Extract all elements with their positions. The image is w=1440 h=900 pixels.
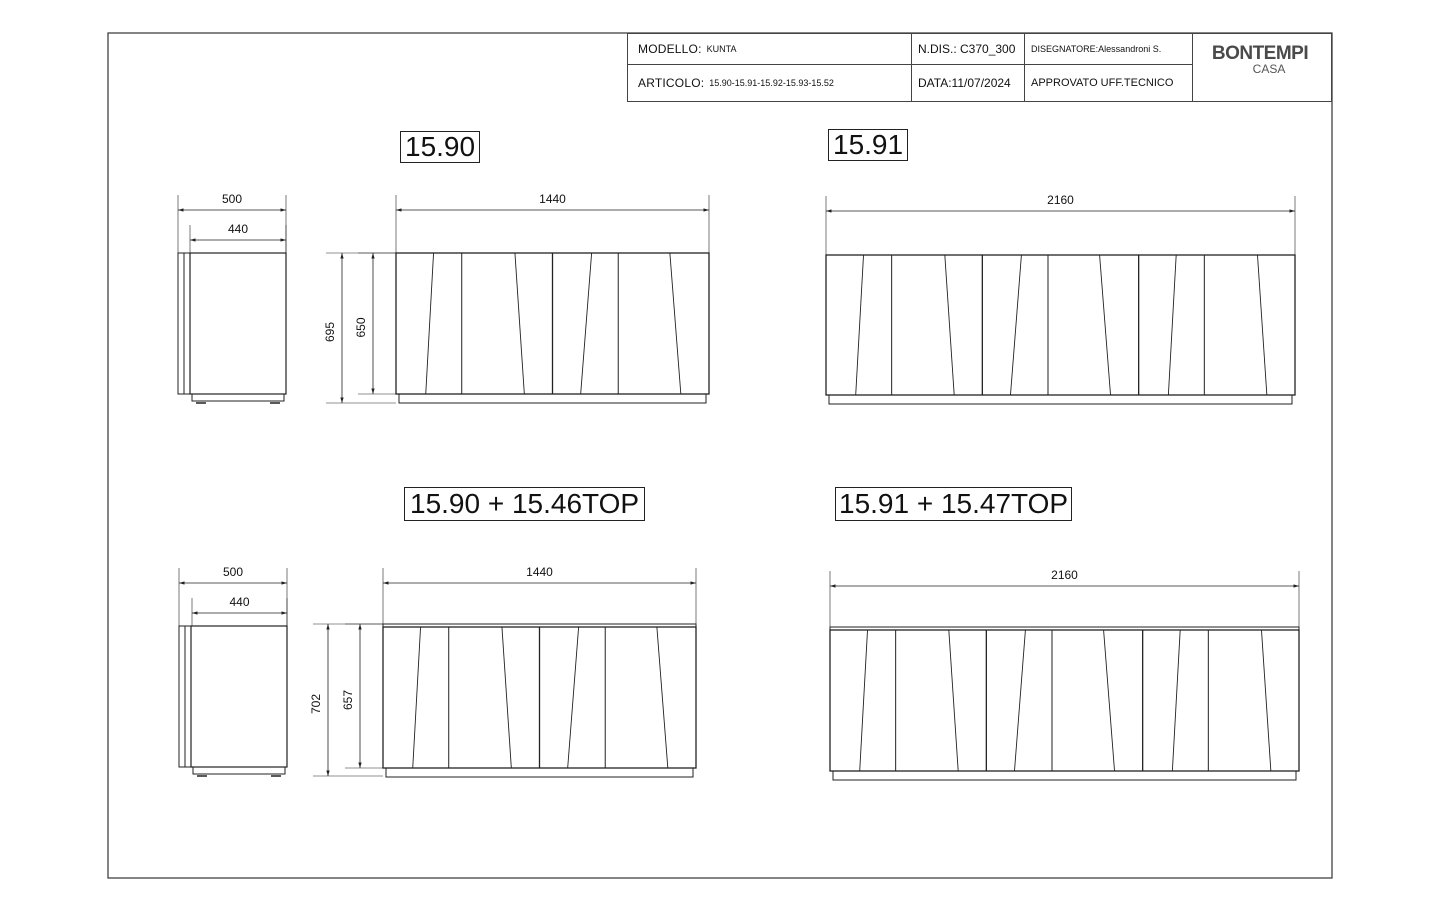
code-label-1590: 15.90 [400,131,480,163]
v1591-front-groove-b-1 [1100,255,1111,395]
data-text: DATA:11/07/2024 [918,76,1011,90]
dim-1591-2160-value: 2160 [1047,193,1074,207]
modello-cell [627,33,912,65]
v1590-front-groove-a-0 [426,253,434,394]
v1590-side-plinth [192,394,284,401]
v1591t-front-groove-a-0 [860,630,868,771]
dim-1590-695-value: 695 [323,321,337,343]
v1590-front-groove-b-0 [515,253,524,394]
articolo-value: 15.90-15.91-15.92-15.93-15.52 [709,78,834,88]
v1591t-front-groove-b-1 [1104,630,1115,771]
logo-main-text: BONTEMPI [1211,43,1309,64]
data-cell [912,65,1025,102]
code-label-1590-top: 15.90 + 15.46TOP [404,487,645,521]
v1590-front-groove-b-1 [670,253,681,394]
v1590t-side-door-edge-2 [185,626,191,767]
v1590t-front-groove-a-0 [413,627,421,768]
v1590-front-groove-a-1 [581,253,592,394]
dim-1590-side-500-value: 500 [221,192,243,206]
v1591-front-groove-a-2 [1168,255,1176,395]
articolo-label: ARTICOLO: [638,76,705,90]
v1590-side-door-edge-2 [184,253,190,394]
v1590t-front-groove-b-1 [657,627,668,768]
dim-1590t-side-500-value: 500 [222,565,244,579]
v1591-front-plinth [829,395,1292,404]
v1591t-front-groove-a-1 [1014,630,1025,771]
approvato-text: APPROVATO UFF.TECNICO [1031,77,1174,89]
v1590t-side-plinth [193,767,285,774]
sheet-border [108,33,1332,878]
dim-1590-650-value: 650 [354,317,368,338]
v1590t-side-side-body [191,626,287,767]
v1591t-front-groove-a-2 [1172,630,1180,771]
approvato-cell [1025,65,1193,102]
v1591-front-groove-b-0 [945,255,954,395]
v1591-front-groove-a-1 [1010,255,1021,395]
v1591t-front-front-body [830,630,1299,771]
dim-1590-1440-value: 1440 [539,192,566,206]
v1591t-front-plinth [833,771,1296,780]
dim-1590-side-440-value: 440 [227,222,249,236]
modello-label: MODELLO: [638,42,702,56]
dim-1591t-2160-value: 2160 [1051,568,1078,582]
dim-1590t-657-value: 657 [341,689,355,711]
ndis-cell [912,33,1025,65]
articolo-cell [627,65,912,102]
disegnatore-text: DISEGNATORE:Alessandroni S. [1031,44,1162,54]
ndis-text: N.DIS.: C370_300 [918,42,1016,56]
code-label-1591: 15.91 [828,129,908,161]
v1590t-front-groove-b-0 [502,627,511,768]
v1591-front-groove-b-2 [1257,255,1266,395]
dim-1590t-side-440-value: 440 [229,595,250,609]
dim-1590t-1440-value: 1440 [526,565,553,579]
dim-1590t-702-value: 702 [309,693,323,715]
logo-sub-text: CASA [1252,62,1286,76]
v1591-front-front-body [826,255,1295,395]
v1590-front-plinth [399,394,706,403]
v1590t-side-door-edge [179,626,185,767]
v1591t-front-groove-b-2 [1261,630,1270,771]
bontempi-logo [1195,45,1325,75]
v1590-side-side-body [190,253,286,394]
v1591t-front-groove-b-0 [949,630,958,771]
v1591-front-groove-a-0 [856,255,864,395]
v1590-side-door-edge [178,253,184,394]
v1590t-front-plinth [386,768,693,777]
disegnatore-cell [1025,33,1193,65]
code-label-1591-top: 15.91 + 15.47TOP [835,487,1072,521]
v1590t-front-groove-a-1 [568,627,579,768]
modello-value: KUNTA [706,44,737,54]
